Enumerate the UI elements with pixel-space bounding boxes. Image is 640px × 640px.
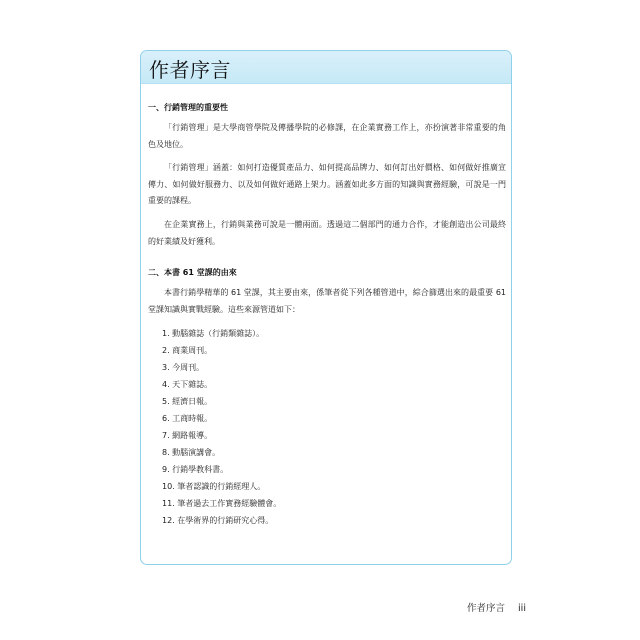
page-title: 作者序言 [149,58,231,82]
section1-heading: 一、行銷管理的重要性 [148,103,228,112]
list-item: 1. 動腦雜誌（行銷類雜誌）。 [162,329,265,338]
page-footer [467,600,536,614]
footer-label: 作者序言 [467,603,506,614]
list-item: 8. 動腦演講會。 [162,448,221,457]
section2-intro: 本書行銷學精華的 61 堂課，其主要由來，係筆者從下列各種管道中，綜合篩選出來的最重要 61 堂課知識與實戰經驗。這些來源管道如下： [148,288,506,314]
section1-paragraph-1: 「行銷管理」是大學商管學院及傳播學院的必修課，在企業實務工作上，亦扮演著非常重要的角色及地位。 [148,123,506,149]
list-item: 4. 天下雜誌。 [162,380,213,389]
list-item: 2. 商業周刊。 [162,346,213,355]
list-item: 11. 筆者過去工作實務經驗體會。 [162,499,282,508]
list-item: 7. 網路報導。 [162,431,213,440]
list-item: 9. 行銷學教科書。 [162,465,229,474]
list-item: 5. 經濟日報。 [162,397,213,406]
list-item: 6. 工商時報。 [162,414,213,423]
list-item: 12. 在學術界的行銷研究心得。 [162,516,274,525]
list-item: 10. 筆者認識的行銷經理人。 [162,482,266,491]
page-number: iii [518,603,526,614]
section1-paragraph-2: 「行銷管理」涵蓋：如何打造優質產品力、如何提高品牌力、如何訂出好價格、如何做好推廣宣傳力、如何做好服務力、以及如何做好通路上架力。涵蓋如此多方面的知識與實務經驗，可說是一門重要的課程。 [148,163,506,205]
section1-paragraph-3: 在企業實務上，行銷與業務可說是一體兩面。透過這二個部門的通力合作，才能創造出公司最終的好業績及好獲利。 [148,220,506,246]
title-bar [141,51,511,84]
list-item: 3. 今周刊。 [162,363,205,372]
section2-heading: 二、本書 61 堂課的由來 [148,268,237,277]
